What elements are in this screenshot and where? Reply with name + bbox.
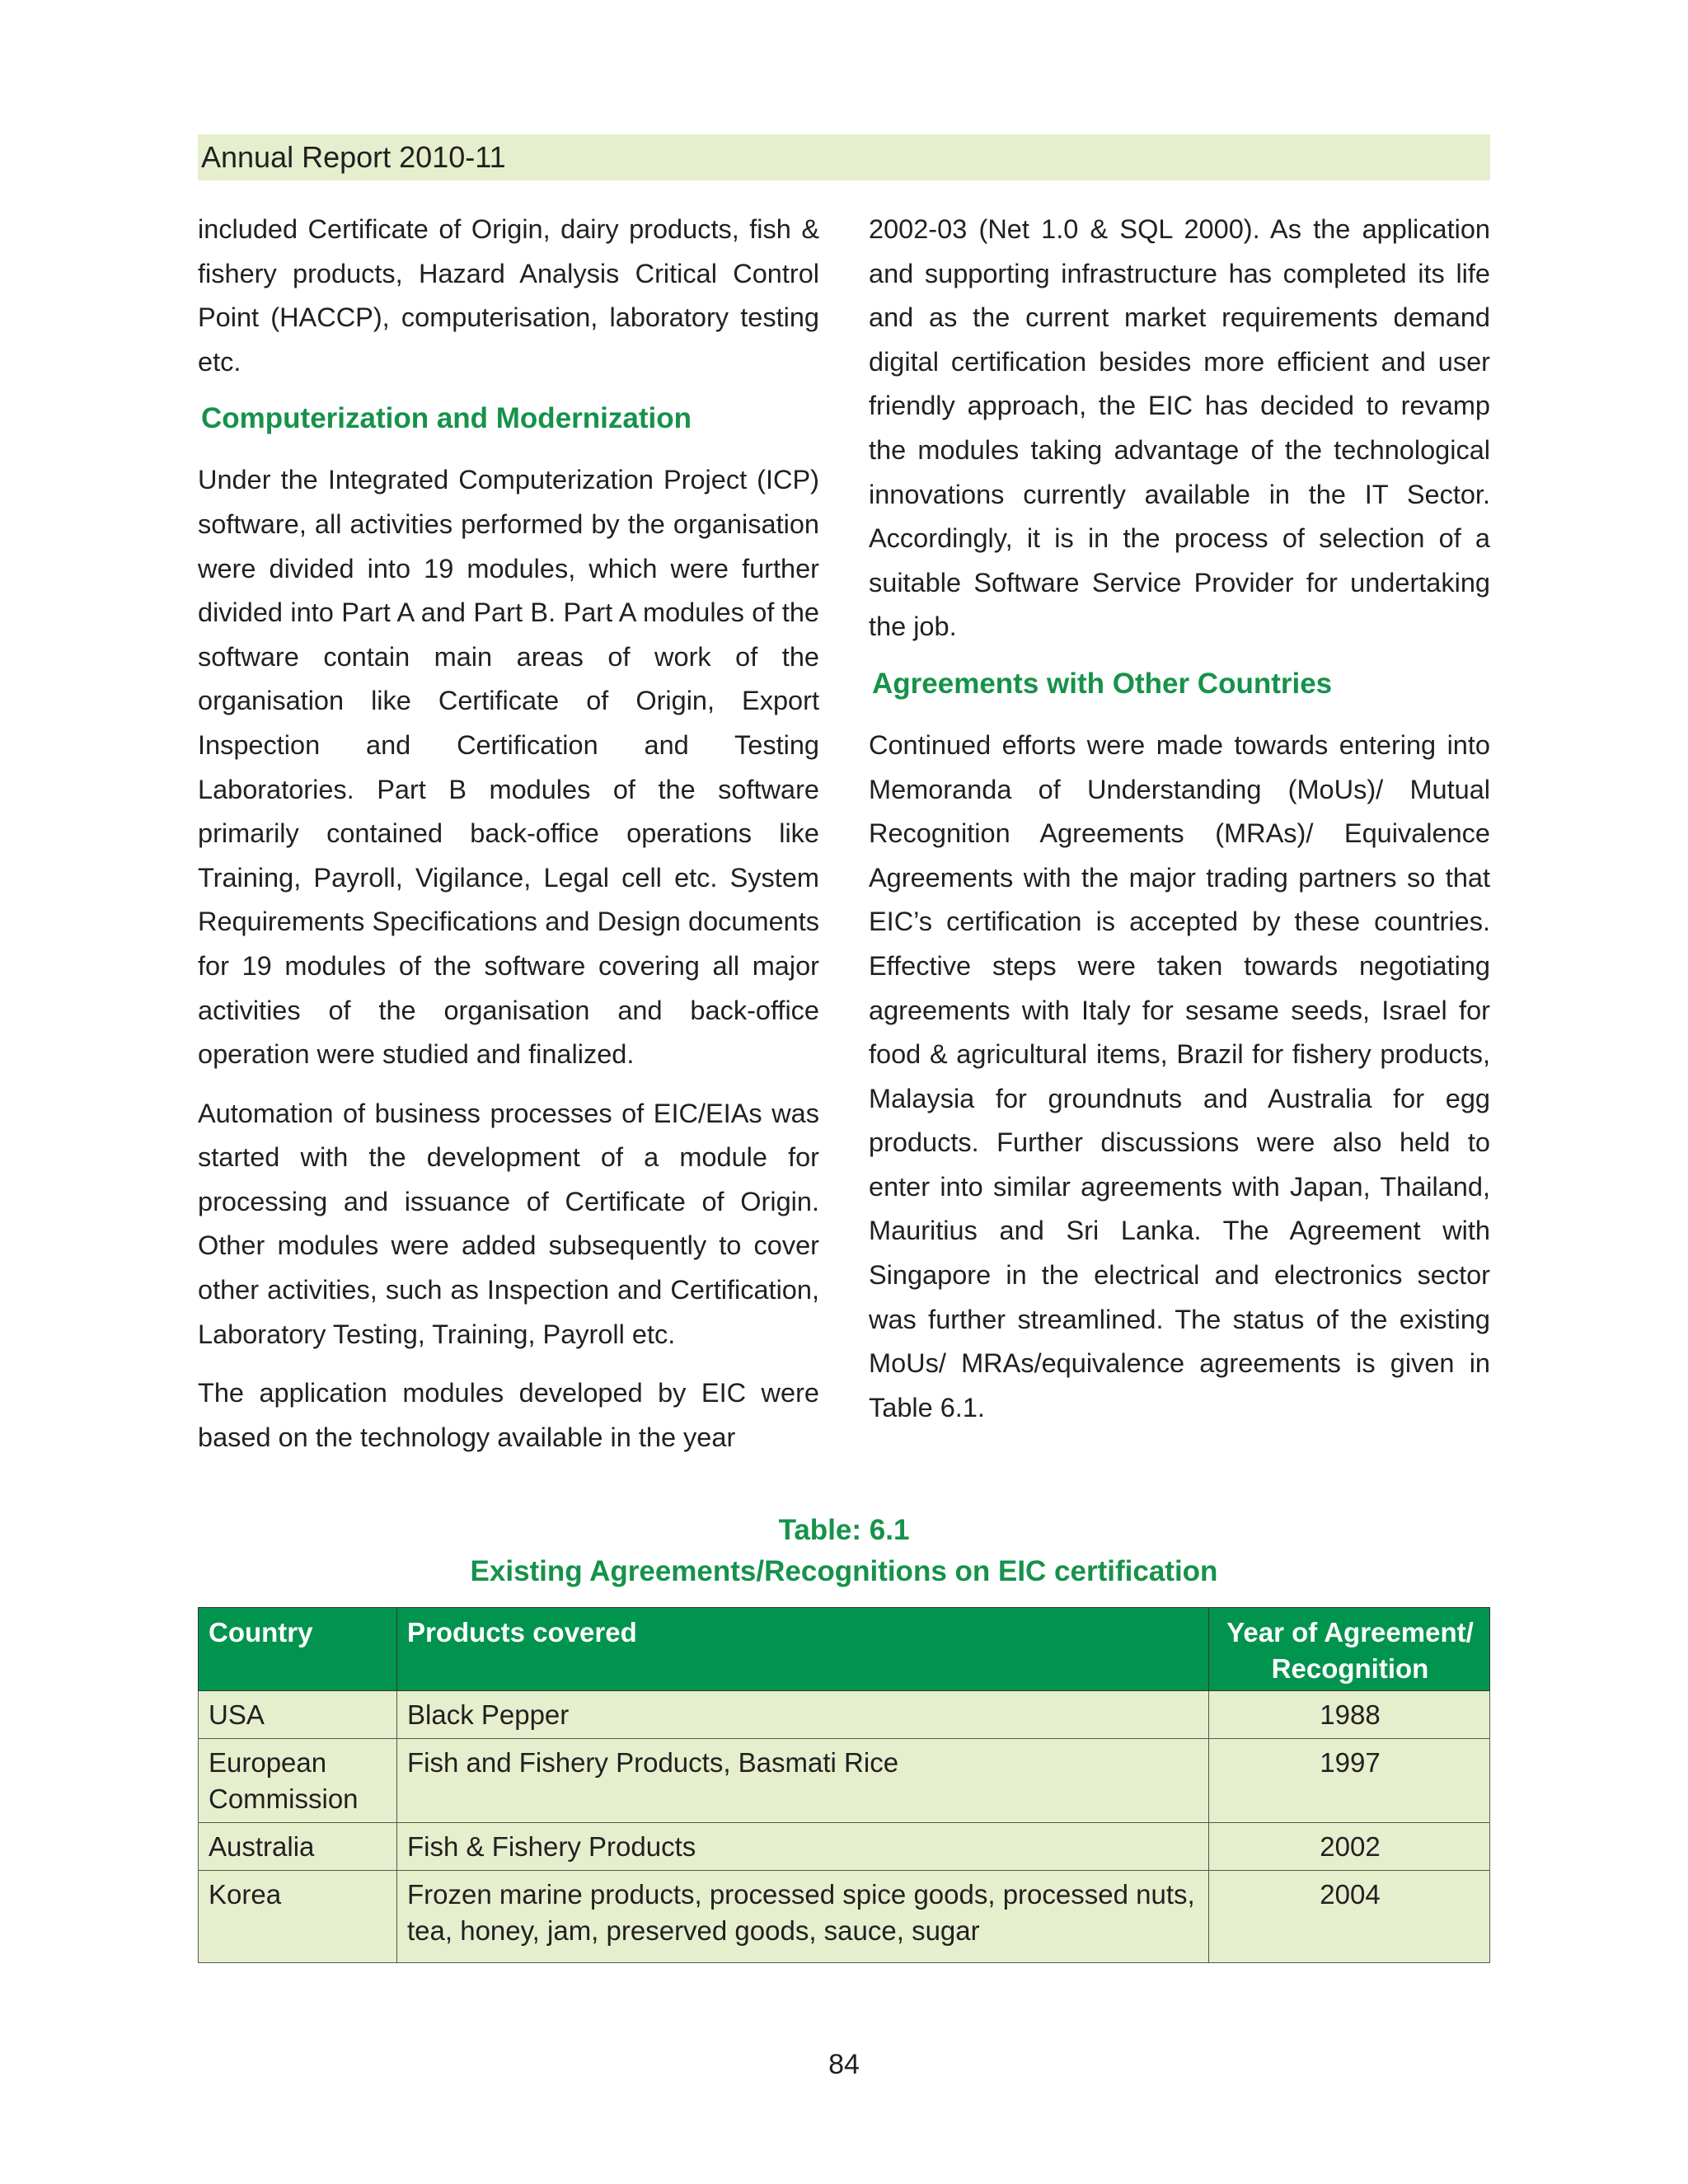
header-country: Country (199, 1608, 397, 1691)
header-year-line2: Recognition (1271, 1653, 1429, 1684)
paragraph-agreements: Continued efforts were made towards entering into Memoranda of Understanding (MoUs)/ Mutual Recognition Agreements (MRAs)/ Equivalence Agreements with the major trading partners so that EIC’s certification is accepted by these countries. Effective steps were taken towards negotiating agreements with Italy for sesame seeds, Israel for food & agricultural items, Brazil for fishery products, Malaysia for groundnuts and Australia for egg products. Further discussions were also held to enter into similar agreements with Japan, Thailand, Mauritius and Sri Lanka. The Agreement with Singapore in the electrical and electronics sector was further streamlined. The status of the existing MoUs/ MRAs/equivalence agreements is given in Table 6.1. (869, 729, 1490, 1422)
paragraph-revamp: 2002-03 (Net 1.0 & SQL 2000). As the application and supporting infrastructure has completed its life and as the current market requirements demand digital certification besides more efficient and user friendly approach, the EIC has decided to revamp the modules taking advantage of the technological innovations currently available in the IT Sector. Accordingly, it is in the process of selection of a suitable Software Service Provider for undertaking the job. (869, 214, 1490, 642)
cell-year: 2004 (1209, 1871, 1490, 1963)
header-year-line1: Year of Agreement/ (1226, 1617, 1474, 1647)
cell-products (397, 1871, 1209, 1963)
cell-products: Black Pepper (397, 1691, 1209, 1739)
page-number: 84 (828, 2049, 860, 2080)
paragraph-icp: Under the Integrated Computerization Project (ICP) software, all activities performed by the organisation were divided into 19 modules, which were further divided into Part A and Part B. Part A modules of the software contain main areas of work of the organisation like Certificate of Origin, Export Inspection and Certification and Testing Laboratories. Part B modules of the software primarily contained back-office operations like Training, Payroll, Vigilance, Legal cell etc. System Requirements Specifications and Design documents for 19 modules of the software covering all major activities of the organisation and back-office operation were studied and finalized. (198, 465, 819, 1070)
cell-country-line1: European (209, 1747, 327, 1778)
cell-year: 1988 (1209, 1691, 1490, 1739)
table-caption-number: Table: 6.1 (778, 1514, 910, 1546)
cell-year: 1997 (1209, 1739, 1490, 1823)
cell-country: Australia (199, 1823, 397, 1871)
cell-products-line1: Frozen marine products, processed spice goods, processed nuts, (407, 1879, 1195, 1910)
table-row (199, 1691, 1490, 1739)
cell-products: Fish and Fishery Products, Basmati Rice (397, 1739, 1209, 1823)
report-header-band (198, 134, 1490, 180)
table-row (199, 1871, 1490, 1963)
left-column (198, 208, 819, 1474)
header-products: Products covered (397, 1608, 1209, 1691)
cell-country: Korea (199, 1871, 397, 1963)
agreements-table (198, 1607, 1490, 1963)
cell-products: Fish & Fishery Products (397, 1823, 1209, 1871)
table-row (199, 1739, 1490, 1823)
report-title: Annual Report 2010-11 (201, 140, 506, 174)
intro-paragraph: included Certificate of Origin, dairy products, fish & fishery products, Hazard Analysis Critical Control Point (HACCP), computerisation, laboratory testing etc. (198, 214, 819, 377)
table-header-row (199, 1608, 1490, 1691)
cell-country (199, 1739, 397, 1823)
section-heading-computerization: Computerization and Modernization (201, 402, 692, 435)
cell-country: USA (199, 1691, 397, 1739)
header-year (1209, 1608, 1490, 1691)
paragraph-automation: Automation of business processes of EIC/EIAs was started with the development of a module for processing and issuance of Certificate of Origin. Other modules were added subsequently to cover other activities, such as Inspection and Certification, Laboratory Testing, Training, Payroll etc. (198, 1098, 819, 1349)
right-column (869, 208, 1490, 1445)
cell-year: 2002 (1209, 1823, 1490, 1871)
cell-country-line2: Commission (209, 1783, 359, 1814)
paragraph-application-modules: The application modules developed by EIC were based on the technology available in the year (198, 1378, 819, 1452)
table-caption-title: Existing Agreements/Recognitions on EIC certification (470, 1555, 1218, 1587)
cell-products-line2: tea, honey, jam, preserved goods, sauce, sugar (407, 1915, 980, 1946)
section-heading-agreements: Agreements with Other Countries (872, 667, 1333, 700)
table-row (199, 1823, 1490, 1871)
